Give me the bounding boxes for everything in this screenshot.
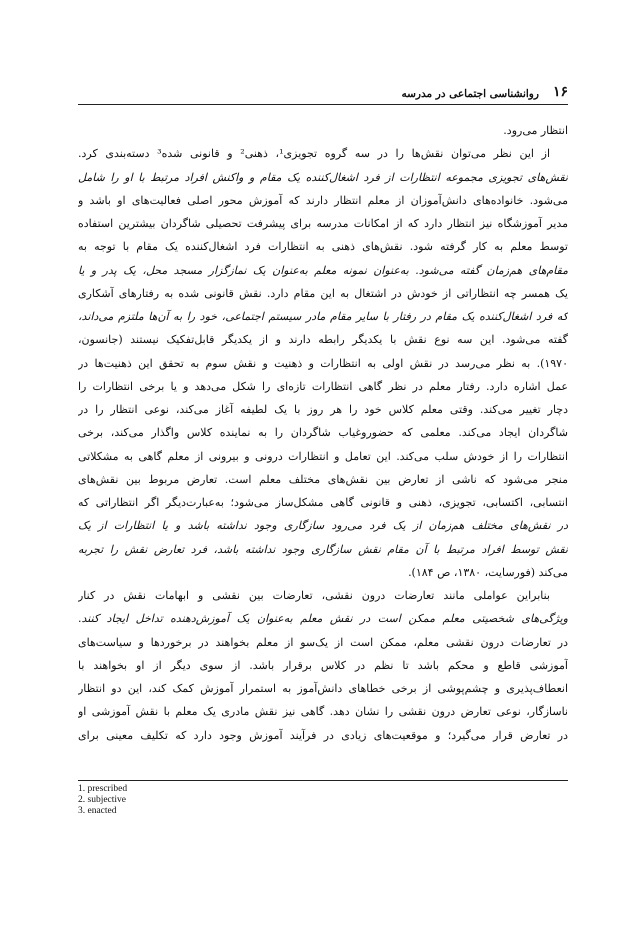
text-line: مدیر آموزشگاه نیز انتظار دارد که از امکانات مدرسه برای پیشرفت تحصیلی شاگردان بیشترین استفاده: [78, 217, 568, 230]
running-header: [388, 80, 568, 100]
text-line: نقش توسط افراد مرتبط با آن مقام نقش سازگاری وجود نداشته باشد، فرد تعارض نقش را تجربه: [78, 542, 568, 556]
text-line: در تعارض قرار می‌گیرد؛ و موقعیت‌های زیادی در فرآیند آموزش وجود دارد که تکلیف معینی برای: [78, 728, 568, 742]
text-line: آموزشی قاطع و محکم باشد تا نظم در کلاس برقرار باشد. از سوی دیگر از او بخواهند با: [78, 658, 568, 672]
text-line: می‌شود. خانواده‌های دانش‌آموزان از معلم انتظار دارند که آموزش محور اصلی فعالیت‌های او باشد و: [78, 193, 568, 207]
text-line: در نقش‌های مختلف هم‌زمان از یک فرد می‌رود سازگاری وجود نداشته باشد و یا انتظارات از یک: [78, 519, 568, 533]
text-line: مقام‌های هم‌زمان گفته می‌شود. به‌عنوان نمونه معلم به‌عنوان یک نمازگزار مسجد محل، یک پدر و یا: [78, 263, 568, 277]
text-line: ۱۹۷۰). به نظر می‌رسد در نقش اولی به انتظارات و ذهنیت و نقش سوم به تحقق این ذهنیت‌ها در: [78, 356, 568, 370]
page-number: ۱۶: [552, 84, 568, 100]
text-line: نقش‌های تجویزی مجموعه انتظارات از فرد اشغال‌کننده یک مقام و واکنش افراد مرتبط با او را شامل: [78, 170, 568, 184]
text-line: عمل اشاره دارد. رفتار معلم در نظر گاهی انتظارات تازه‌ای را شکل می‌دهد و یا برخی انتظارات را: [78, 379, 568, 393]
footnote-rule: [78, 780, 568, 781]
text-line: انتسابی، اکتسابی، تجویزی، ذهنی و قانونی گاهی مشکل‌ساز می‌شود؛ به‌عبارت‌دیگر اگر انتظاراتی که: [78, 496, 568, 509]
text-line: منجر می‌شود که ناشی از تعارض بین نقش‌های مختلف معلم است. تعارض مربوط بین نقش‌های: [78, 472, 568, 486]
footnote: 2. subjective: [78, 795, 127, 805]
running-title: روانشناسی اجتماعی در مدرسه: [401, 88, 539, 100]
text-line: انتظار می‌رود.: [503, 124, 568, 137]
text-line: که فرد اشغال‌کننده یک مقام در رفتار با سایر مقام مادر سیستم اجتماعی، خود را به آن‌ها ملتزم می‌داند،: [78, 310, 568, 323]
text-line: توسط معلم به کار گرفته شود. نقش‌های ذهنی به انتظارات فرد اشغال‌کننده یک مقام با توجه به: [78, 240, 568, 254]
text-line: بنابراین عواملی مانند تعارضات درون نقشی، تعارضات بین نقشی و ابهامات نقش در کنار: [78, 589, 550, 602]
text-line: ویژگی‌های شخصیتی معلم ممکن است در نقش معلم به‌عنوان یک آموزش‌دهنده تداخل ایجاد کنند.: [78, 612, 568, 626]
text-line: انتظارات را از خودش سلب می‌کند. این تعامل و انتظارات درونی و بیرونی از معلم گاهی به مشکلاتی: [78, 449, 568, 463]
text-line: انعطاف‌پذیری و چشم‌پوشی از برخی خطاهای دانش‌آموز به استمرار آموزش کمک کند، این دو انتظار: [78, 682, 568, 695]
footnotes: [78, 784, 127, 817]
text-line: یک همسر چه انتظاراتی از خودش در اشتغال به این مقام دارد. نقش قانونی شده به رفتارهای آشکاری: [78, 286, 568, 300]
text-line: شاگردان ایجاد می‌کند. معلمی که حضوروغیاب شاگردان را به نماینده کلاس واگذار می‌کند، برخی: [78, 426, 568, 440]
text-line: از این نظر می‌توان نقش‌ها را در سه گروه تجویزی¹، ذهنی² و قانونی شده³ دسته‌بندی کرد.: [78, 147, 551, 161]
footnote: 3. enacted: [78, 806, 117, 816]
text-line: دچار تغییر می‌کند. وقتی معلم کلاس خود را هر روز با یک لطیفه آغاز می‌کند، نوعی انتظار را در: [78, 403, 568, 416]
text-line: در تعارضات درون نقشی معلم، ممکن است از یک‌سو از معلم بخواهند در برخوردها و سیاست‌های: [78, 635, 568, 649]
text-line: می‌کند (فورسایت، ۱۳۸۰، ص ۱۸۴).: [408, 565, 568, 579]
footnote: 1. prescribed: [78, 784, 128, 794]
text-line: ناسازگار، نوعی تعارض درون نقشی را نشان دهد. گاهی نیز نقش مادری یک معلم با نقش آموزشی او: [78, 705, 568, 719]
body-text: [78, 119, 568, 747]
text-line: گفته می‌شود. این سه نوع نقش با یکدیگر رابطه دارند و از یکدیگر قابل‌تفکیک نیستند (جانسون،: [78, 333, 568, 347]
header-rule: [78, 104, 568, 105]
